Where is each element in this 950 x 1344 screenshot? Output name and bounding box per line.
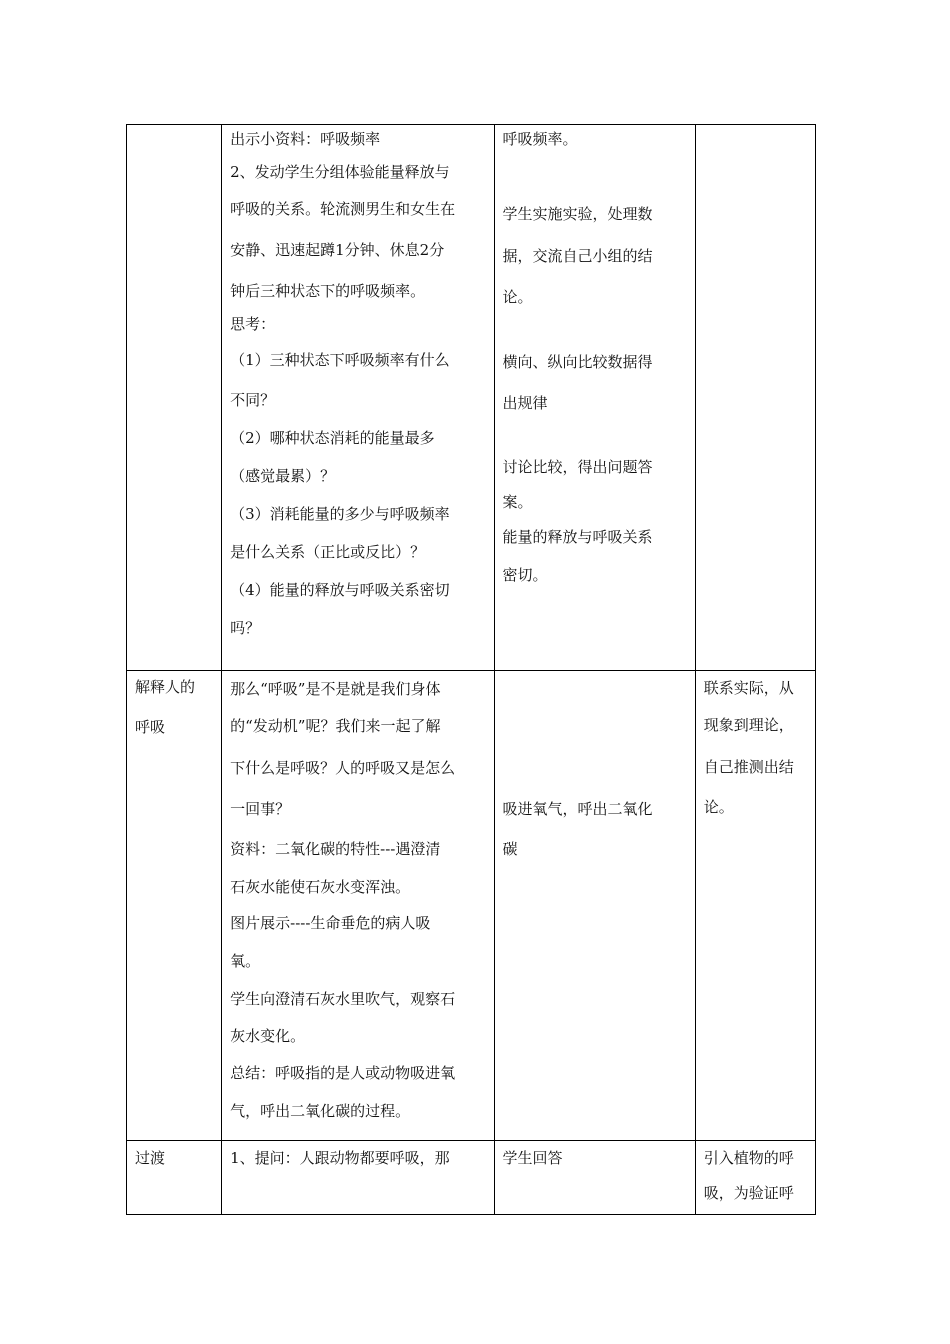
- cell-line: 吸进氧气，呼出二氧化: [502, 800, 653, 818]
- stage-cell: [127, 1141, 222, 1215]
- cell-line: 钟后三种状态下的呼吸频率。: [230, 282, 426, 300]
- table-row: [127, 671, 816, 1141]
- table-row: [127, 125, 816, 671]
- cell-line: 学生向澄清石灰水里吹气，观察石: [230, 990, 456, 1008]
- cell-line: 学生实施实验，处理数: [502, 205, 653, 223]
- intent-cell: [695, 1141, 815, 1215]
- intent-cell: [695, 671, 815, 1141]
- cell-line: 一回事？: [230, 800, 291, 818]
- cell-line: 据，交流自己小组的结: [502, 247, 653, 265]
- stage-cell: [127, 671, 222, 1141]
- cell-line: （感觉最累）？: [230, 467, 336, 485]
- intent-cell: [695, 125, 815, 671]
- cell-line: 图片展示----生命垂危的病人吸: [230, 914, 431, 932]
- cell-line: 横向、纵向比较数据得: [502, 353, 653, 371]
- cell-line: 是什么关系（正比或反比）？: [230, 543, 426, 561]
- cell-line: （3）消耗能量的多少与呼吸频率: [230, 505, 450, 523]
- stage-cell: [127, 125, 222, 671]
- cell-line: 自己推测出结: [703, 758, 794, 776]
- student-cell: [494, 1141, 695, 1215]
- cell-line: 联系实际，从: [703, 679, 794, 697]
- table-row: [127, 1141, 816, 1215]
- cell-line: 密切。: [502, 566, 548, 584]
- cell-line: 1、提问：人跟动物都要呼吸，那: [230, 1149, 450, 1167]
- cell-line: 的“发动机”呢？我们来一起了解: [230, 717, 441, 735]
- cell-line: 不同？: [230, 391, 276, 409]
- student-cell: [494, 671, 695, 1141]
- cell-line: 石灰水能使石灰水变浑浊。: [230, 878, 411, 896]
- cell-line: 案。: [502, 493, 533, 511]
- cell-line: （2）哪种状态消耗的能量最多: [230, 429, 435, 447]
- cell-line: 灰水变化。: [230, 1027, 306, 1045]
- cell-line: 吸，为验证呼: [703, 1184, 794, 1202]
- cell-line: 能量的释放与呼吸关系: [502, 528, 653, 546]
- student-cell: [494, 125, 695, 671]
- cell-line: 吗？: [230, 619, 261, 637]
- cell-line: 那么“呼吸”是不是就是我们身体: [230, 680, 441, 698]
- cell-line: 引入植物的呼: [703, 1149, 794, 1167]
- activity-cell: [222, 671, 494, 1141]
- cell-line: 讨论比较，得出问题答: [502, 458, 653, 476]
- stage-label: 呼吸: [135, 718, 166, 736]
- cell-line: 呼吸频率。: [502, 130, 578, 148]
- cell-line: （4）能量的释放与呼吸关系密切: [230, 581, 450, 599]
- cell-line: 论。: [703, 798, 734, 816]
- cell-line: 呼吸的关系。轮流测男生和女生在: [230, 200, 456, 218]
- lesson-plan-table: [126, 124, 816, 1215]
- activity-cell: [222, 125, 494, 671]
- cell-line: 安静、迅速起蹲1分钟、休息2分: [230, 241, 445, 259]
- cell-line: 论。: [502, 288, 533, 306]
- cell-line: 氧。: [230, 952, 261, 970]
- cell-line: 2、发动学生分组体验能量释放与: [230, 163, 450, 181]
- cell-line: 学生回答: [502, 1149, 563, 1167]
- stage-label: 解释人的: [135, 678, 196, 696]
- cell-line: 思考：: [230, 315, 276, 333]
- cell-line: 出示小资料：呼吸频率: [230, 130, 381, 148]
- cell-line: 气，呼出二氧化碳的过程。: [230, 1102, 411, 1120]
- activity-cell: [222, 1141, 494, 1215]
- cell-line: 总结：呼吸指的是人或动物吸进氧: [230, 1064, 456, 1082]
- cell-line: 现象到理论，: [703, 716, 794, 734]
- cell-line: （1）三种状态下呼吸频率有什么: [230, 351, 450, 369]
- cell-line: 资料：二氧化碳的特性---遇澄清: [230, 840, 441, 858]
- stage-label: 过渡: [135, 1149, 166, 1167]
- cell-line: 碳: [502, 840, 518, 858]
- cell-line: 下什么是呼吸？人的呼吸又是怎么: [230, 759, 456, 777]
- cell-line: 出规律: [502, 394, 548, 412]
